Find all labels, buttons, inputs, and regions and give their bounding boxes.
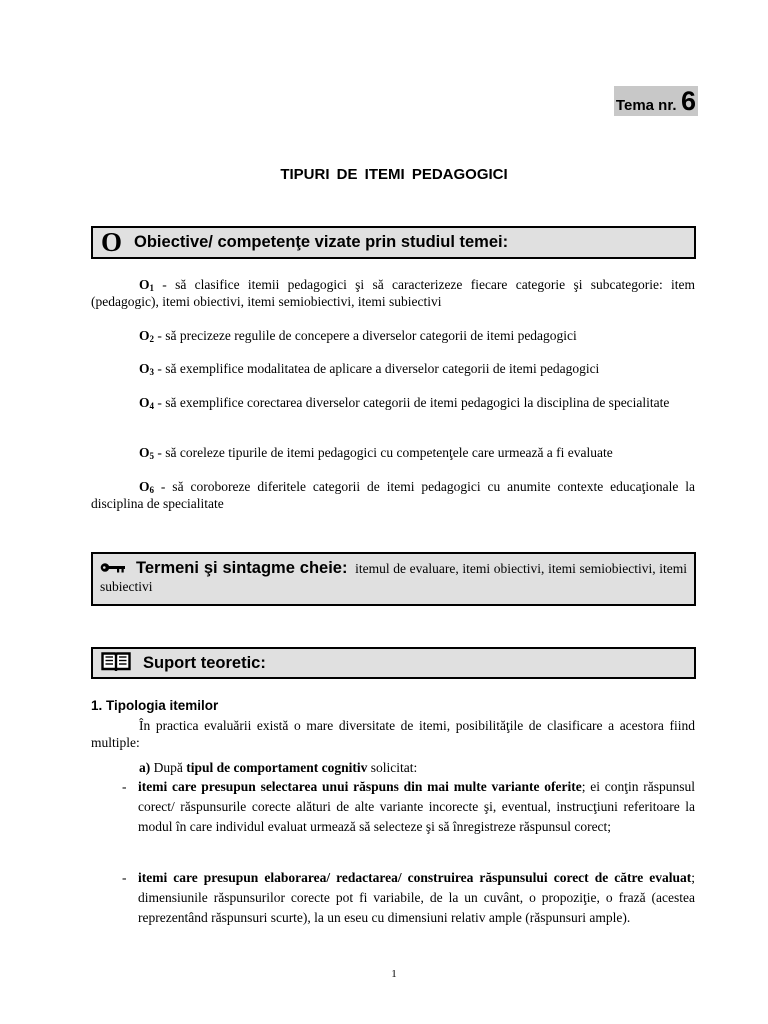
key-terms-heading: Termeni şi sintagme cheie: xyxy=(136,559,348,577)
key-terms-box xyxy=(91,552,696,606)
objective-item: $O_3$ - să exemplifice modalitatea de aplicare a diverselor categorii de itemi pedagogici xyxy=(139,361,600,377)
topic-number-badge xyxy=(614,86,698,116)
section-heading: 1. Tipologia itemilor xyxy=(91,698,219,713)
objectives-box xyxy=(91,226,696,259)
key-icon xyxy=(100,561,126,578)
objectives-letter: O xyxy=(101,227,123,257)
objective-item: $O_5$ - să coreleze tipurile de itemi pedagogici cu competenţele care urmează a fi evaluate xyxy=(139,445,613,461)
classification-criterion: a) După tipul de comportament cognitiv solicitat: xyxy=(139,760,418,775)
key-terms-text: itemul de evaluare, itemi obiectivi, itemi semiobiectivi, itemi subiectivi xyxy=(100,561,687,594)
objective-item: $O_4$ - să exemplifice corectarea diverselor categorii de itemi pedagogici la disciplina de specialitate xyxy=(139,395,670,411)
list-item: - itemi care presupun selectarea unui răspuns din mai multe variante oferite; ei conţin răspunsul corect/ răspunsurile corecte alături de alte variante incorecte şi, eventual, instrucţiuni referitoare la modul în care individul evaluat urmează să selecteze şi să înregistreze răspunsul corect; xyxy=(122,779,696,834)
objective-item: $O_6$ - să coroboreze diferitele categorii de itemi pedagogici cu anumite contexte educaţionale la disciplina de specialitate xyxy=(91,479,695,511)
page-title: TIPURI DE ITEMI PEDAGOGICI xyxy=(280,166,508,183)
open-book-icon xyxy=(101,651,131,676)
page-number: 1 xyxy=(391,968,397,980)
objective-item: $O_1$ - să clasifice itemii pedagogici şi să caracterizeze fiecare categorie şi subcategorie: item (pedagogic), itemi obiectivi, itemi semiobiectivi, itemi subiectivi xyxy=(91,277,695,309)
topic-label: Tema nr. xyxy=(615,97,677,114)
objectives-heading: Obiective/ competenţe vizate prin studiul temei: xyxy=(134,233,509,251)
topic-number: 6 xyxy=(680,86,696,116)
list-item: - itemi care presupun elaborarea/ redactarea/ construirea răspunsului corect de către evaluat; dimensiunile răspunsurilor corecte pot fi variabile, de la un cuvânt, o propoziţie, o frază (acestea reprezentând răspunsuri scurte), la un eseu cu dimensiuni relativ ample (răspunsuri ample). xyxy=(122,870,695,925)
objective-item: $O_2$ - să precizeze regulile de concepere a diverselor categorii de itemi pedagogici xyxy=(139,328,577,344)
theory-support-box xyxy=(91,647,696,679)
section-intro: În practica evaluării există o mare diversitate de itemi, posibilităţile de clasificare a acestora fiind multiple: xyxy=(91,718,695,750)
theory-support-heading: Suport teoretic: xyxy=(143,653,266,672)
